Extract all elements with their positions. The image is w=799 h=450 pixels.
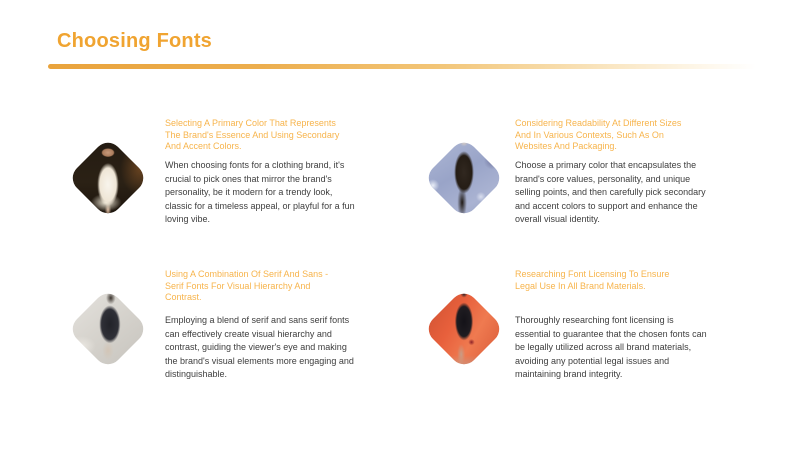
card-heading-line: Websites And Packaging. <box>515 141 617 151</box>
model-photo-diamond <box>67 288 149 370</box>
card-body-line: overall visual identity. <box>515 214 600 224</box>
card-heading-line: And Accent Colors. <box>165 141 242 151</box>
card-body-line: Employing a blend of serif and sans serif fonts <box>165 315 350 325</box>
model-photo-diamond <box>423 137 505 219</box>
card-heading <box>515 269 669 292</box>
tip-card-font-licensing <box>410 260 750 408</box>
card-body-line: maintaining brand integrity. <box>515 369 623 379</box>
tip-card-serif-combination <box>60 260 400 408</box>
card-body-line: Choose a primary color that encapsulates the <box>515 160 697 170</box>
model-photo-diamond <box>67 137 149 219</box>
model-photo-diamond <box>423 288 505 370</box>
card-body-line: essential to guarantee that the chosen fonts can <box>515 328 707 339</box>
card-body-line: can effectively create visual hierarchy and <box>165 328 332 339</box>
model-black-blazer-photo <box>67 288 149 370</box>
card-heading-line: Selecting A Primary Color That Represents <box>165 118 336 128</box>
card-heading <box>165 118 339 153</box>
card-heading-line: Contrast. <box>165 292 202 302</box>
card-body-line: classic for a timeless appeal, or playful for a fun <box>165 200 355 211</box>
tip-card-primary-color <box>60 109 400 257</box>
card-body-line: the brand's visual elements more engaging and <box>165 355 354 366</box>
card-body-line: personality, be it modern for a trendy look, <box>165 187 333 197</box>
card-body-line: be legally utilized across all brand materials, <box>515 342 692 352</box>
card-body-line: loving vibe. <box>165 214 211 224</box>
card-body-line: avoiding any potential legal issues and <box>515 355 670 366</box>
card-heading-line: And In Various Contexts, Such As On <box>515 129 664 140</box>
card-body-line: When choosing fonts for a clothing brand, it's <box>165 160 345 170</box>
card-body-line: contrast, guiding the viewer's eye and making <box>165 342 347 352</box>
card-heading-line: Considering Readability At Different Sizes <box>515 118 682 128</box>
card-heading <box>165 269 328 304</box>
card-body <box>515 314 707 382</box>
card-heading <box>515 118 681 153</box>
card-body-line: brand's core values, personality, and unique <box>515 173 691 184</box>
model-black-dress-photo <box>423 288 505 370</box>
card-body-line: Thoroughly researching font licensing is <box>515 315 674 325</box>
slide-title: Choosing Fonts <box>57 30 212 53</box>
card-heading-line: Legal Use In All Brand Materials. <box>515 280 646 291</box>
card-heading-line: Using A Combination Of Serif And Sans - <box>165 269 329 279</box>
card-body-line: and accent colors to support and enhance the <box>515 200 698 211</box>
title-underline-divider <box>48 64 756 69</box>
card-body <box>165 159 355 227</box>
card-body <box>515 159 706 227</box>
model-white-gown-photo <box>67 137 149 219</box>
tip-card-readability <box>410 109 750 257</box>
model-dark-suit-photo <box>423 137 505 219</box>
card-heading-line: Researching Font Licensing To Ensure <box>515 269 670 279</box>
card-body-line: crucial to pick ones that mirror the brand's <box>165 173 332 184</box>
card-heading-line: Serif Fonts For Visual Hierarchy And <box>165 280 311 291</box>
card-body <box>165 314 354 382</box>
card-body-line: selling points, and then carefully pick secondary <box>515 187 706 197</box>
card-heading-line: The Brand's Essence And Using Secondary <box>165 129 340 140</box>
card-body-line: distinguishable. <box>165 369 228 379</box>
